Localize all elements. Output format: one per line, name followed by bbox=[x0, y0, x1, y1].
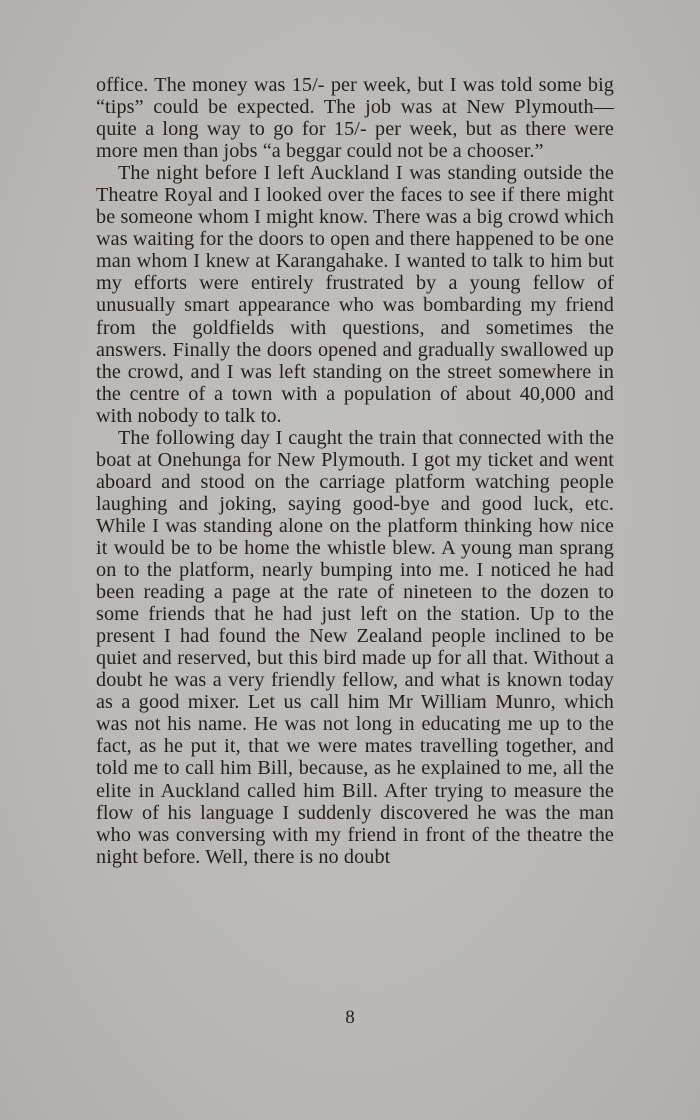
paragraph-3: The following day I caught the train that connected with the boat at Onehunga for New Plymouth. I got my ticket and went aboard and stood on the carriage platform watching people laughing and joking, saying good-bye and good luck, etc. While I was standing alone on the platform thinking how nice it would be to be home the whistle blew. A young man sprang on to the platform, nearly bumping into me. I noticed he had been reading a page at the rate of nineteen to the dozen to some friends that he had just left on the station. Up to the present I had found the New Zealand people inclined to be quiet and reserved, but this bird made up for all that. Without a doubt he was a very friendly fellow, and what is known today as a good mixer. Let us call him Mr William Munro, which was not his name. He was not long in educating me up to the fact, as he put it, that we were mates travelling together, and told me to call him Bill, because, as he explained to me, all the elite in Auckland called him Bill. After trying to measure the flow of his language I suddenly discovered he was the man who was conversing with my friend in front of the theatre the night before. Well, there is no doubt bbox=[96, 426, 614, 868]
paragraph-2: The night before I left Auckland I was standing outside the Theatre Royal and I looked over the faces to see if there might be someone whom I might know. There was a big crowd which was waiting for the doors to open and there happened to be one man whom I knew at Karangahake. I wanted to talk to him but my efforts were entirely frustrated by a young fellow of unusually smart appearance who was bombarding my friend from the goldfields with questions, and sometimes the answers. Finally the doors opened and gradually swallowed up the crowd, and I was left standing on the street somewhere in the centre of a town with a population of about 40,000 and with nobody to talk to. bbox=[96, 162, 614, 427]
paragraph-1: office. The money was 15/- per week, but I was told some big “tips” could be expected. The job was at New Plymouth—quite a long way to go for 15/- per week, but as there were more men than jobs “a beggar could not be a chooser.” bbox=[96, 74, 614, 163]
body-text bbox=[96, 74, 614, 868]
page-number: 8 bbox=[345, 1007, 355, 1028]
